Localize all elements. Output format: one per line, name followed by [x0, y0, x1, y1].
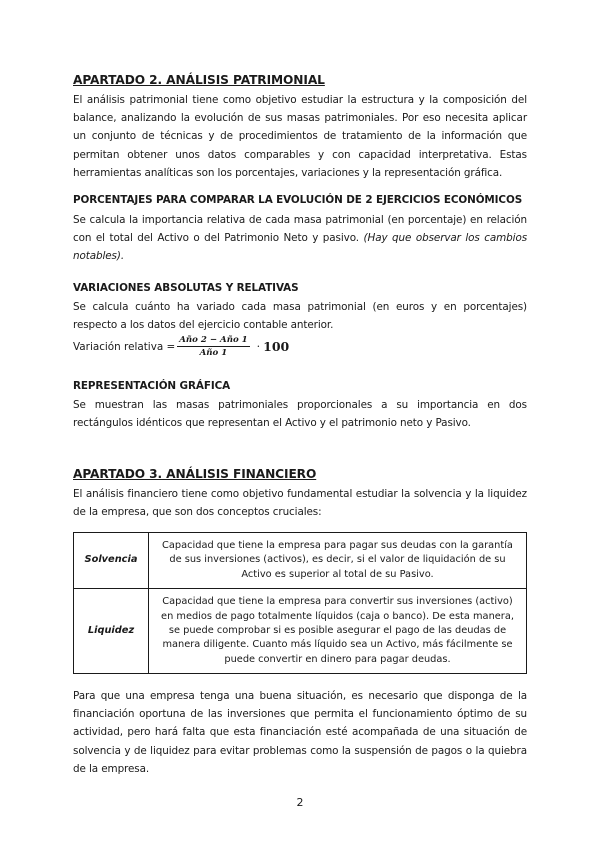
variations-text: Se calcula cuánto ha variado cada masa patrimonial (en euros y en porcentajes) respecto a los datos del ejercicio contable anterior. [73, 301, 527, 332]
formula-fraction [177, 335, 249, 358]
percentages-paragraph [73, 211, 527, 266]
formula-numerator: Año 2 − Año 1 [179, 335, 248, 345]
formula-label: Variación relativa = [73, 340, 176, 353]
table-definition: Capacidad que tiene la empresa para pagar sus deudas con la garantía de sus inversiones (activos), es decir, si el valor de liquidación de su Activo es superior al total de su Pasivo. [149, 533, 527, 589]
section-3-closing: Para que una empresa tenga una buena situación, es necesario que disponga de la financiación oportuna de las inversiones que permita el funcionamiento óptimo de su actividad, pero hará falta que esta financiación esté acompañada de una situación de solvencia y de liquidez para evitar problemas como la suspensión de pagos o la quiebra de la empresa. [73, 690, 527, 775]
graphic-heading: REPRESENTACIÓN GRÁFICA [73, 380, 231, 392]
variation-formula [73, 335, 289, 358]
percentages-text: Se calcula la importancia relativa de cada masa patrimonial (en porcentaje) en relación con el total del Activo o del Patrimonio Neto y pasivo. [73, 214, 527, 245]
section-2-intro: El análisis patrimonial tiene como objetivo estudiar la estructura y la composición del balance, analizando la evolución de sus masas patrimoniales. Por eso necesita aplicar un conjunto de técnicas y de procedimientos de tratamiento de la información que permitan obtener unos datos comparables y con capacidad interpretativa. Estas herramientas analíticas son los porcentajes, variaciones y la representación gráfica. [73, 94, 527, 179]
table-term: Solvencia [74, 533, 149, 589]
percentages-heading: PORCENTAJES PARA COMPARAR LA EVOLUCIÓN DE 2 EJERCICIOS ECONÓMICOS [73, 194, 523, 206]
table-term: Liquidez [74, 589, 149, 674]
concepts-table [73, 532, 527, 674]
table-row [74, 533, 527, 589]
variations-heading: VARIACIONES ABSOLUTAS Y RELATIVAS [73, 282, 299, 294]
section-3-intro: El análisis financiero tiene como objetivo fundamental estudiar la solvencia y la liquidez de la empresa, que son dos conceptos cruciales: [73, 488, 527, 519]
percentages-note: (Hay que observar los cambios notables). [73, 232, 528, 263]
section-3-title: APARTADO 3. ANÁLISIS FINANCIERO [73, 467, 317, 481]
table-row [74, 589, 527, 674]
page-number: 2 [296, 796, 304, 809]
formula-operator: · [256, 340, 261, 353]
formula-denominator: Año 1 [199, 348, 228, 358]
section-2-title: APARTADO 2. ANÁLISIS PATRIMONIAL [73, 73, 325, 87]
graphic-text: Se muestran las masas patrimoniales proporcionales a su importancia en dos rectángulos idénticos que representan el Activo y el patrimonio neto y Pasivo. [73, 399, 527, 430]
formula-factor: 100 [263, 339, 290, 354]
table-definition: Capacidad que tiene la empresa para convertir sus inversiones (activo) en medios de pago totalmente líquidos (caja o banco). De esta manera, se puede comprobar si es posible asegurar el pago de las deudas de manera diligente. Cuanto más líquido sea un Activo, más fácilmente se puede convertir en dinero para pagar deudas. [149, 589, 527, 674]
